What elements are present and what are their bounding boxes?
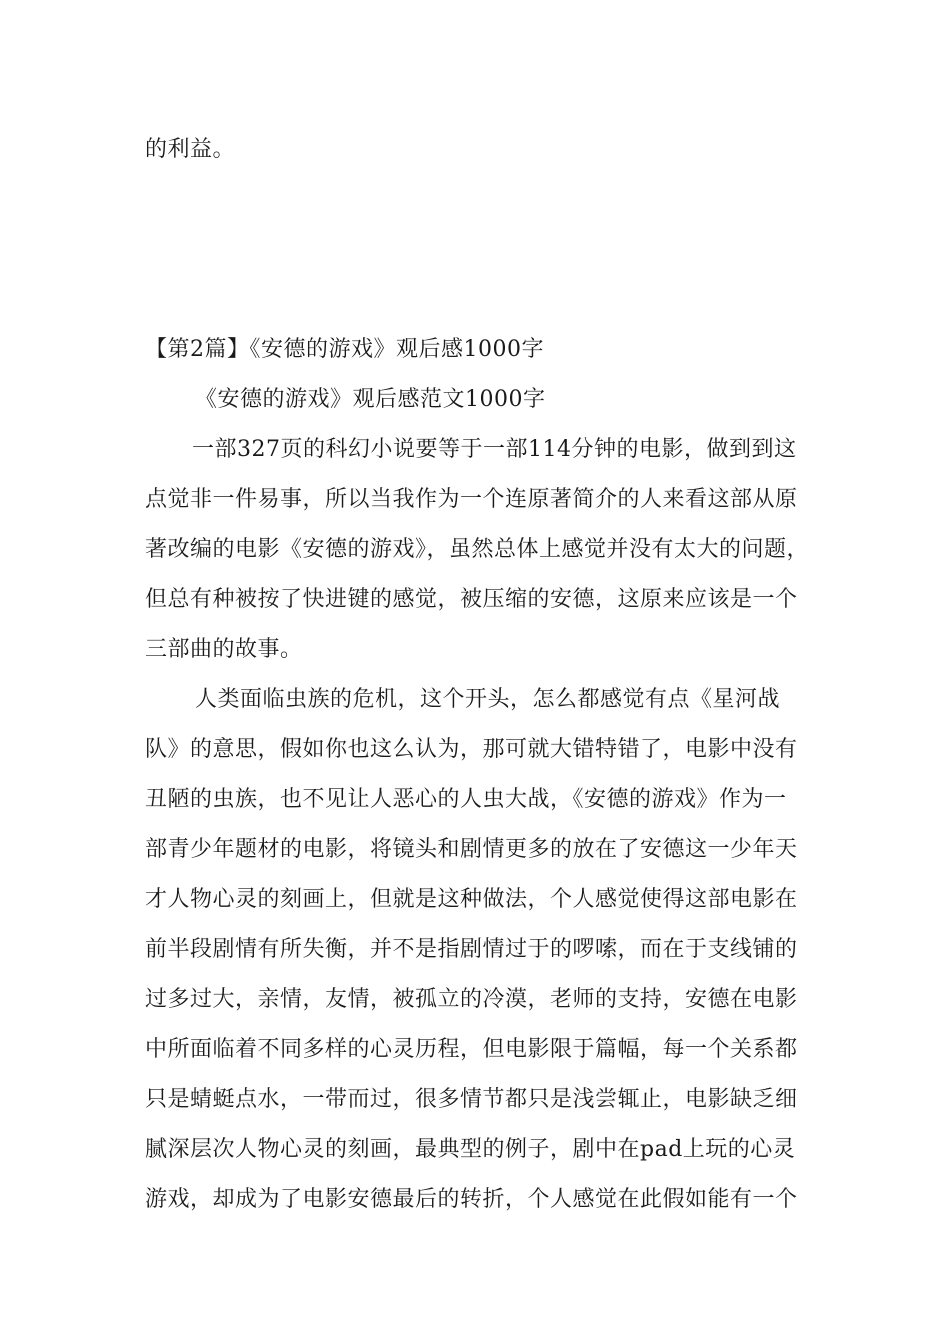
paragraph-line: 队》的意思，假如你也这么认为，那可就大错特错了，电影中没有	[145, 737, 798, 762]
paragraph-line: 丑陋的虫族，也不见让人恶心的人虫大战，《安德的游戏》作为一	[145, 787, 787, 812]
paragraph-line: 著改编的电影《安德的游戏》，虽然总体上感觉并没有太大的问题，	[145, 537, 810, 562]
paragraph-line: 但总有种被按了快进键的感觉，被压缩的安德，这原来应该是一个	[145, 587, 798, 612]
paragraph-line: 一部327页的科幻小说要等于一部114分钟的电影，做到到这	[192, 437, 797, 462]
paragraph-line: 人类面临虫族的危机，这个开头，怎么都感觉有点《星河战	[195, 687, 781, 712]
carryover-text: 的利益。	[145, 137, 236, 162]
section-heading: 【第2篇】《安德的游戏》观后感1000字	[145, 337, 544, 362]
subtitle: 《安德的游戏》观后感范文1000字	[195, 387, 546, 412]
paragraph-line: 中所面临着不同多样的心灵历程，但电影限于篇幅，每一个关系都	[145, 1037, 798, 1062]
paragraph-line: 腻深层次人物心灵的刻画，最典型的例子，剧中在pad上玩的心灵	[145, 1137, 796, 1162]
paragraph-line: 三部曲的故事。	[145, 637, 303, 662]
paragraph-line: 才人物心灵的刻画上，但就是这种做法，个人感觉使得这部电影在	[145, 887, 798, 912]
paragraph-line: 游戏，却成为了电影安德最后的转折，个人感觉在此假如能有一个	[145, 1187, 798, 1212]
paragraph-line: 前半段剧情有所失衡，并不是指剧情过于的啰嗦，而在于支线铺的	[145, 937, 798, 962]
paragraph-line: 点觉非一件易事，所以当我作为一个连原著简介的人来看这部从原	[145, 487, 798, 512]
paragraph-line: 只是蜻蜓点水，一带而过，很多情节都只是浅尝辄止，电影缺乏细	[145, 1087, 798, 1112]
paragraph-line: 过多过大，亲情，友情，被孤立的冷漠，老师的支持，安德在电影	[145, 987, 798, 1012]
paragraph-line: 部青少年题材的电影，将镜头和剧情更多的放在了安德这一少年天	[145, 837, 798, 862]
